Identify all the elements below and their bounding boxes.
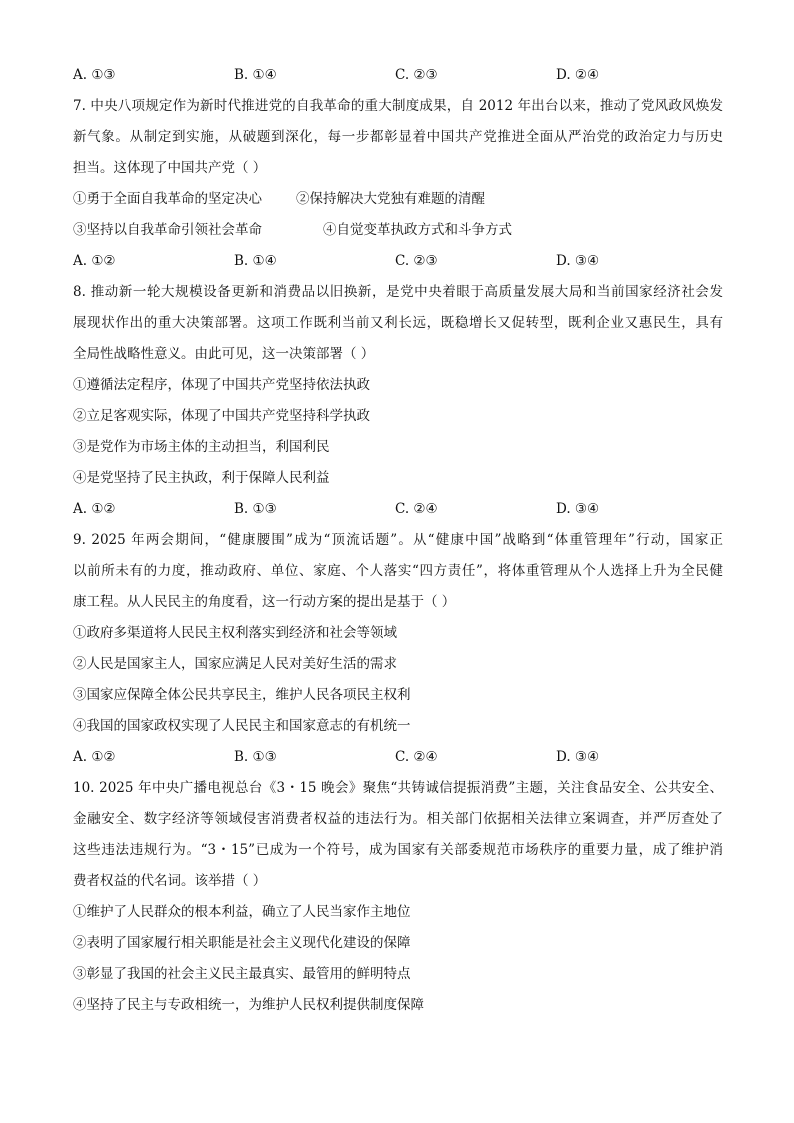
q9-stem-line-3: 康工程。从人民民主的角度看，这一行动方案的提出是基于（ ）	[73, 594, 456, 610]
q9-statement-1: ①政府多渠道将人民民主权利落实到经济和社会等领域	[73, 625, 397, 641]
q8-stem-line-1: 8. 推动新一轮大规模设备更新和消费品以旧换新，是党中央着眼于高质量发展大局和当前国家经济社会发	[73, 284, 723, 300]
exam-page	[73, 64, 723, 1025]
q6-option-c[interactable]: C. ②③	[395, 67, 438, 83]
q9-statement-4: ④我国的国家政权实现了人民民主和国家意志的有机统一	[73, 718, 411, 734]
q9-statement-2: ②人民是国家主人，国家应满足人民对美好生活的需求	[73, 656, 397, 672]
q9-stem-line-2: 以前所未有的力度，推动政府、单位、家庭、个人落实“四方责任”，将体重管理从个人选择上升为全民健	[73, 563, 723, 579]
q9-option-d[interactable]: D. ③④	[556, 749, 600, 765]
q7-statements-row-1	[73, 188, 723, 219]
q8-statement-3: ③是党作为市场主体的主动担当，利国利民	[73, 439, 330, 455]
q6-option-d[interactable]: D. ②④	[556, 67, 600, 83]
q10-statement-2: ②表明了国家履行相关职能是社会主义现代化建设的保障	[73, 935, 411, 951]
q8-option-c[interactable]: C. ②④	[395, 501, 438, 517]
q7-statement-3: ③坚持以自我革命引领社会革命	[73, 222, 262, 238]
q7-statements-row-2	[73, 219, 723, 250]
q10-statement-1: ①维护了人民群众的根本利益，确立了人民当家作主地位	[73, 904, 411, 920]
q7-option-b[interactable]: B. ①④	[234, 253, 277, 269]
q7-stem-line-3: 担当。这体现了中国共产党（ ）	[73, 160, 267, 176]
q7-stem-line-1: 7. 中央八项规定作为新时代推进党的自我革命的重大制度成果，自 2012 年出台以来，推动了党风政风焕发	[73, 98, 723, 114]
q9-option-b[interactable]: B. ①③	[234, 749, 277, 765]
q7-option-d[interactable]: D. ③④	[556, 253, 600, 269]
q7-stem-line-2: 新气象。从制定到实施，从破题到深化，每一步都彰显着中国共产党推进全面从严治党的政治定力与历史	[73, 129, 723, 145]
q8-option-d[interactable]: D. ③④	[556, 501, 600, 517]
q9-options	[73, 746, 723, 777]
q7-statement-1: ①勇于全面自我革命的坚定决心	[73, 191, 262, 207]
q7-statement-4: ④自觉变革执政方式和斗争方式	[323, 222, 512, 238]
q6-option-a[interactable]: A. ①③	[73, 67, 116, 83]
q7-options	[73, 250, 723, 281]
q8-options	[73, 498, 723, 529]
q8-statement-2: ②立足客观实际，体现了中国共产党坚持科学执政	[73, 408, 370, 424]
q7-option-c[interactable]: C. ②③	[395, 253, 438, 269]
q9-option-c[interactable]: C. ②④	[395, 749, 438, 765]
q10-stem-line-3: 这些违法违规行为。“3・15”已成为一个符号，成为国家有关部委规范市场秩序的重要力量，成了维护消	[73, 842, 723, 858]
q7-statement-2: ②保持解决大党独有难题的清醒	[296, 191, 485, 207]
q8-stem-line-2: 展现状作出的重大决策部署。这项工作既利当前又利长远，既稳增长又促转型，既利企业又惠民生，具有	[73, 315, 723, 331]
q10-statement-3: ③彰显了我国的社会主义民主最真实、最管用的鲜明特点	[73, 966, 411, 982]
q9-option-a[interactable]: A. ①②	[73, 749, 116, 765]
q8-statement-1: ①遵循法定程序，体现了中国共产党坚持依法执政	[73, 377, 370, 393]
q6-options	[73, 64, 723, 95]
q10-stem-line-1: 10. 2025 年中央广播电视总台《3・15 晚会》聚焦“共铸诚信提振消费”主题，关注食品安全、公共安全、	[73, 780, 723, 796]
q8-stem-line-3: 全局性战略性意义。由此可见，这一决策部署（ ）	[73, 346, 375, 362]
q10-stem-line-4: 费者权益的代名词。该举措（ ）	[73, 873, 267, 889]
q7-option-a[interactable]: A. ①②	[73, 253, 116, 269]
q10-stem-line-2: 金融安全、数字经济等领域侵害消费者权益的违法行为。相关部门依据相关法律立案调查，并严厉查处了	[73, 811, 723, 827]
q10-statement-4: ④坚持了民主与专政相统一，为维护人民权利提供制度保障	[73, 997, 424, 1013]
q9-stem-line-1: 9. 2025 年两会期间，“健康腰围”成为“顶流话题”。从“健康中国”战略到“体重管理年”行动，国家正	[73, 532, 723, 548]
q8-statement-4: ④是党坚持了民主执政，利于保障人民利益	[73, 470, 330, 486]
q8-option-b[interactable]: B. ①③	[234, 501, 277, 517]
q9-statement-3: ③国家应保障全体公民共享民主，维护人民各项民主权利	[73, 687, 411, 703]
q6-option-b[interactable]: B. ①④	[234, 67, 277, 83]
q8-option-a[interactable]: A. ①②	[73, 501, 116, 517]
